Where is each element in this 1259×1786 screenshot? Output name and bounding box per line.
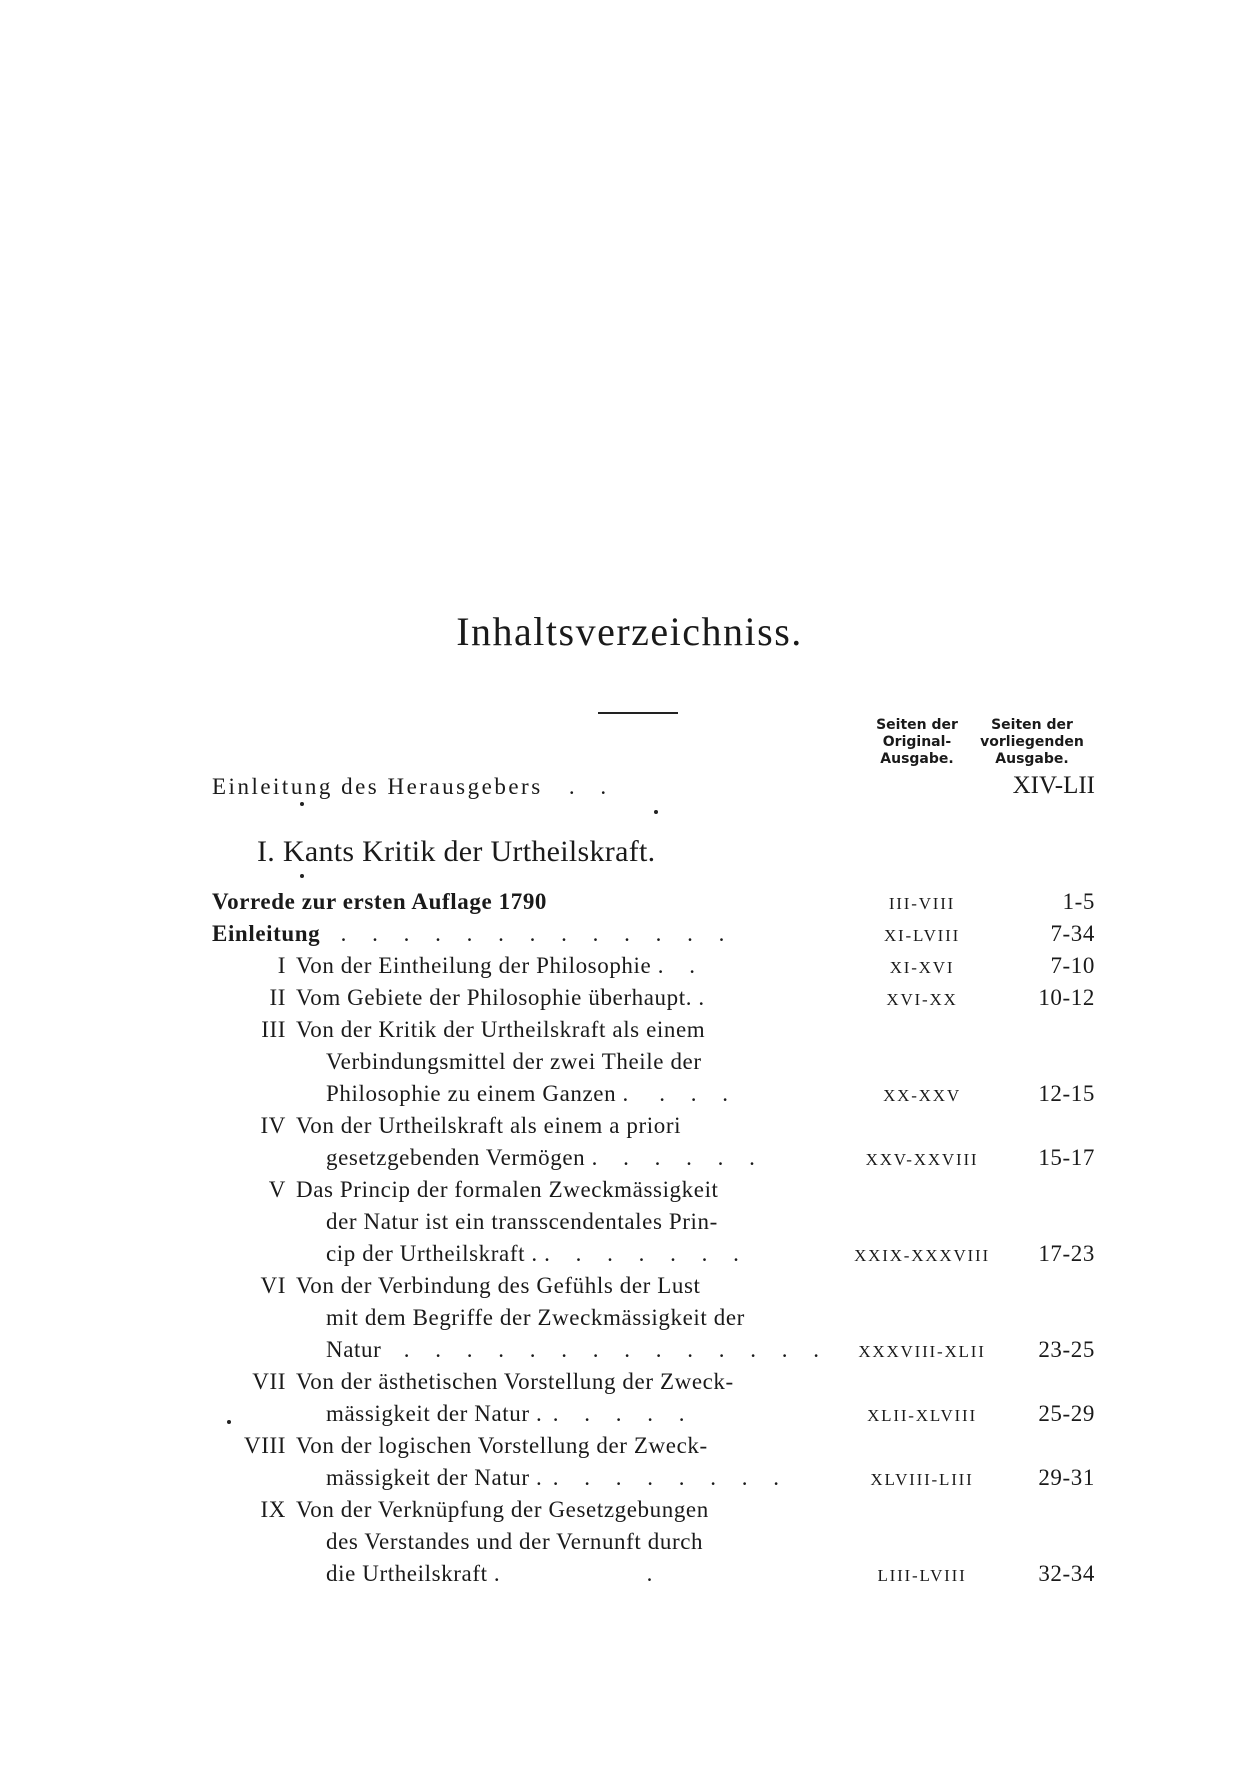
- chapter-numeral: VI: [260, 1273, 286, 1298]
- present-pages: 17-23: [1038, 1241, 1095, 1266]
- chapter-line: mässigkeit der Natur . . . . . .: [326, 1401, 695, 1426]
- chapter-line: der Natur ist ein transscendentales Prin-: [326, 1209, 718, 1234]
- original-pages: XI-LVIII: [883, 926, 961, 945]
- column-header-present: Seiten der vorliegenden Ausgabe.: [980, 717, 1084, 767]
- original-pages: XXIX-XXXVIII: [854, 1246, 990, 1265]
- editor-intro-pages: XIV-LII: [1012, 772, 1095, 799]
- leader-dots: . .: [568, 774, 617, 799]
- chapter-numeral: III: [261, 1017, 286, 1042]
- leader-dots: .: [698, 985, 715, 1010]
- chapter-numeral: IV: [260, 1113, 286, 1138]
- leader-dots: . .: [657, 953, 705, 978]
- toc-row-preface: [212, 886, 547, 917]
- chapter-line: Von der Urtheilskraft als einem a priori: [296, 1113, 682, 1138]
- leader-dots: . . . . . .: [591, 1145, 765, 1170]
- present-pages: 15-17: [1038, 1145, 1095, 1170]
- chapter-line: Vom Gebiete der Philosophie überhaupt. .: [296, 985, 715, 1010]
- present-pages: 25-29: [1038, 1401, 1095, 1426]
- leader-dots: . . .: [659, 1081, 739, 1106]
- entry-label: Einleitung: [212, 921, 321, 946]
- chapter-numeral: VII: [252, 1369, 286, 1394]
- original-pages: LIII-LVIII: [877, 1566, 967, 1585]
- leader-dots: . . . . . . . . . . . . .: [340, 921, 735, 946]
- chapter-line: mässigkeit der Natur . . . . . . . . .: [326, 1465, 789, 1490]
- column-header-original: Seiten der Original- Ausgabe.: [876, 717, 958, 767]
- chapter-line: des Verstandes und der Vernunft durch: [326, 1529, 704, 1554]
- chapter-line: die Urtheilskraft . .: [326, 1561, 663, 1586]
- toc-row-introduction: [212, 918, 734, 949]
- original-pages: XVI-XX: [886, 990, 958, 1009]
- chapter-line: Philosophie zu einem Ganzen . . . .: [326, 1081, 739, 1106]
- chapter-line: Von der logischen Vorstellung der Zweck-: [296, 1433, 708, 1458]
- chapter-numeral: IX: [260, 1497, 286, 1522]
- title-divider: [598, 712, 678, 714]
- present-pages: 1-5: [1062, 889, 1095, 914]
- entry-label: Vorrede zur ersten Auflage 1790: [212, 889, 548, 914]
- leader-dots: . . . . . . .: [544, 1241, 749, 1266]
- present-pages: 32-34: [1038, 1561, 1095, 1586]
- present-pages: 12-15: [1038, 1081, 1095, 1106]
- original-pages: XXXVIII-XLII: [858, 1342, 986, 1361]
- chapter-line: Natur . . . . . . . . . . . . . .: [326, 1337, 829, 1362]
- section-title: I. Kants Kritik der Urtheilskraft.: [257, 835, 656, 868]
- original-pages: III-VIII: [888, 894, 956, 913]
- leader-dots: . . . . . . . .: [552, 1465, 789, 1490]
- original-pages: XXV-XXVIII: [865, 1150, 979, 1169]
- scan-speck: [227, 1420, 231, 1424]
- present-pages: 10-12: [1038, 985, 1095, 1010]
- chapter-line: mit dem Begriffe der Zweckmässigkeit der: [326, 1305, 745, 1330]
- present-pages: 7-34: [1050, 921, 1095, 946]
- chapter-line: Von der Verknüpfung der Gesetzgebungen: [296, 1497, 709, 1522]
- chapter-line: Von der Kritik der Urtheilskraft als einem: [296, 1017, 706, 1042]
- chapter-line: Von der ästhetischen Vorstellung der Zweck-: [296, 1369, 734, 1394]
- original-pages: XLVIII-LIII: [870, 1470, 974, 1489]
- leader-dots: . . . . . . . . . . . . . .: [403, 1337, 829, 1362]
- page-title: Inhaltsverzeichniss.: [456, 609, 803, 654]
- chapter-line: cip der Urtheilskraft . . . . . . . .: [326, 1241, 749, 1266]
- chapter-numeral: II: [269, 985, 286, 1010]
- present-pages: 29-31: [1038, 1465, 1095, 1490]
- entry-label: Einleitung des Herausgebers: [212, 774, 543, 799]
- chapter-numeral: V: [268, 1177, 286, 1202]
- scan-speck: [654, 810, 658, 814]
- chapter-line: Das Princip der formalen Zweckmässigkeit: [296, 1177, 719, 1202]
- chapter-line: Von der Verbindung des Gefühls der Lust: [296, 1273, 701, 1298]
- original-pages: XLII-XLVIII: [867, 1406, 977, 1425]
- chapter-numeral: I: [277, 953, 286, 978]
- editor-intro-entry: [212, 774, 616, 800]
- original-pages: XX-XXV: [883, 1086, 961, 1105]
- leader-dots: . . . . .: [552, 1401, 695, 1426]
- leader-dots: .: [646, 1561, 663, 1586]
- scan-speck: [300, 874, 304, 878]
- chapter-line: Verbindungsmittel der zwei Theile der: [326, 1049, 702, 1074]
- scan-speck: [300, 802, 304, 806]
- present-pages: 7-10: [1050, 953, 1095, 978]
- present-pages: 23-25: [1038, 1337, 1095, 1362]
- original-pages: XI-XVI: [889, 958, 955, 977]
- chapter-line: gesetzgebenden Vermögen . . . . . .: [326, 1145, 765, 1170]
- chapter-numeral: VIII: [244, 1433, 286, 1458]
- chapter-line: Von der Eintheilung der Philosophie . .: [296, 953, 705, 978]
